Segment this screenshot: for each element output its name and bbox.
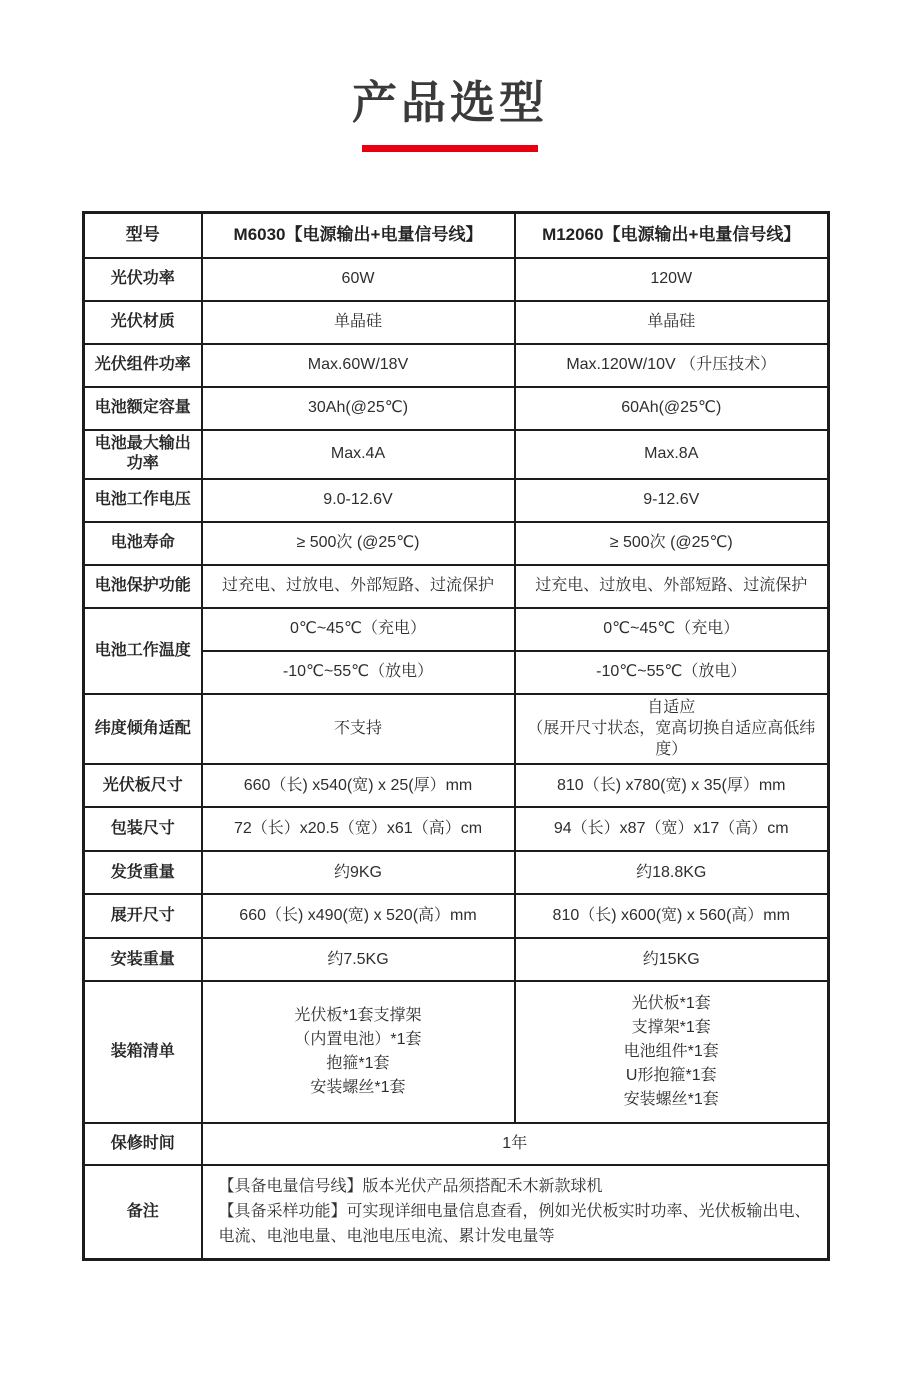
spec-row-warranty (84, 1123, 829, 1165)
cell-battery-capacity-m6030: 30Ah(@25℃) (202, 387, 515, 430)
spec-row-pv-power (84, 258, 829, 301)
packing-list-m12060-line: 安装螺丝*1套 (623, 1091, 719, 1109)
cell-battery-temp-label: 电池工作温度 (84, 608, 202, 694)
packing-list-m6030-line: 光伏板*1套支撑架 (294, 1007, 422, 1025)
cell-panel-size-m6030: 660（长) x540(宽) x 25(厚）mm (202, 764, 515, 807)
cell-packing-list-label: 装箱清单 (84, 981, 202, 1123)
cell-unfolded-size-m12060: 810（长) x600(宽) x 560(高）mm (515, 894, 829, 938)
spec-row-battery-voltage (84, 479, 829, 522)
cell-battery-max-output-m12060: Max.8A (515, 430, 829, 480)
cell-package-size-m6030: 72（长）x20.5（宽）x61（高）cm (202, 807, 515, 851)
cell-pv-material-m6030: 单晶硅 (202, 301, 515, 344)
cell-pv-power-m6030: 60W (202, 258, 515, 301)
spec-row-battery-capacity (84, 387, 829, 430)
page-header (0, 77, 900, 152)
spec-row-battery-life (84, 522, 829, 565)
cell-battery-voltage-m6030: 9.0-12.6V (202, 479, 515, 522)
cell-install-weight-label: 安装重量 (84, 938, 202, 981)
cell-pv-module-power-label: 光伏组件功率 (84, 344, 202, 387)
title-underline (362, 145, 538, 152)
cell-pv-module-power-m6030: Max.60W/18V (202, 344, 515, 387)
cell-battery-temp-charge-m12060: 0℃~45℃（充电） (515, 608, 829, 651)
spec-row-model (84, 213, 829, 258)
cell-warranty-label: 保修时间 (84, 1123, 202, 1165)
cell-battery-capacity-label: 电池额定容量 (84, 387, 202, 430)
packing-list-m12060-line: 电池组件*1套 (623, 1043, 719, 1061)
cell-shipping-weight-label: 发货重量 (84, 851, 202, 894)
cell-battery-protection-m12060: 过充电、过放电、外部短路、过流保护 (515, 565, 829, 608)
spec-row-remarks (84, 1165, 829, 1259)
cell-battery-protection-m6030: 过充电、过放电、外部短路、过流保护 (202, 565, 515, 608)
cell-pv-module-power-m12060: Max.120W/10V （升压技术） (515, 344, 829, 387)
cell-battery-temp-discharge-m12060: -10℃~55℃（放电） (515, 651, 829, 694)
cell-battery-life-m12060: ≥ 500次 (@25℃) (515, 522, 829, 565)
cell-model-label: 型号 (84, 213, 202, 258)
packing-list-m12060-line: U形抱箍*1套 (625, 1067, 717, 1085)
cell-latitude-tilt-m6030: 不支持 (202, 694, 515, 764)
cell-battery-max-output-m6030: Max.4A (202, 430, 515, 480)
cell-battery-capacity-m12060: 60Ah(@25℃) (515, 387, 829, 430)
spec-row-battery-temp-charge (84, 608, 829, 651)
cell-battery-temp-discharge-m6030: -10℃~55℃（放电） (202, 651, 515, 694)
cell-pv-power-label: 光伏功率 (84, 258, 202, 301)
cell-battery-voltage-m12060: 9-12.6V (515, 479, 829, 522)
latitude-tilt-line2: （展开尺寸状态，宽高切换自适应高低纬度） (527, 719, 816, 758)
cell-unfolded-size-label: 展开尺寸 (84, 894, 202, 938)
cell-battery-life-label: 电池寿命 (84, 522, 202, 565)
packing-list-m6030-line: （内置电池）*1套 (294, 1031, 422, 1049)
spec-row-panel-size (84, 764, 829, 807)
page-title: 产品选型 (351, 77, 548, 128)
packing-list-m12060-line: 支撑架*1套 (631, 1019, 711, 1037)
cell-shipping-weight-m12060: 约18.8KG (515, 851, 829, 894)
cell-pv-material-m12060: 单晶硅 (515, 301, 829, 344)
cell-unfolded-size-m6030: 660（长) x490(宽) x 520(高）mm (202, 894, 515, 938)
packing-list-m6030-line: 安装螺丝*1套 (310, 1079, 406, 1097)
cell-warranty-value: 1年 (202, 1123, 829, 1165)
cell-shipping-weight-m6030: 约9KG (202, 851, 515, 894)
spec-row-packing-list (84, 981, 829, 1123)
remarks-line: 【具备采样功能】可实现详细电量信息查看，例如光伏板实时功率、光伏板输出电、电流、电池电量、电池电压电流、累计发电量等 (218, 1202, 811, 1245)
cell-model-m12060: M12060【电源输出+电量信号线】 (515, 213, 829, 258)
cell-install-weight-m12060: 约15KG (515, 938, 829, 981)
cell-pv-material-label: 光伏材质 (84, 301, 202, 344)
cell-battery-protection-label: 电池保护功能 (84, 565, 202, 608)
cell-install-weight-m6030: 约7.5KG (202, 938, 515, 981)
spec-row-battery-protection (84, 565, 829, 608)
product-spec-table (82, 211, 830, 1261)
cell-battery-max-output-label: 电池最大输出功率 (84, 430, 202, 480)
cell-model-m6030: M6030【电源输出+电量信号线】 (202, 213, 515, 258)
cell-battery-temp-charge-m6030: 0℃~45℃（充电） (202, 608, 515, 651)
cell-packing-list-m6030 (202, 981, 515, 1123)
cell-package-size-label: 包装尺寸 (84, 807, 202, 851)
cell-remarks-label: 备注 (84, 1165, 202, 1259)
cell-latitude-tilt-label: 纬度倾角适配 (84, 694, 202, 764)
cell-package-size-m12060: 94（长）x87（宽）x17（高）cm (515, 807, 829, 851)
packing-list-m6030-line: 抱箍*1套 (326, 1055, 390, 1073)
spec-row-shipping-weight (84, 851, 829, 894)
spec-row-install-weight (84, 938, 829, 981)
cell-remarks-value (202, 1165, 829, 1259)
packing-list-m12060-line: 光伏板*1套 (631, 995, 711, 1013)
spec-row-battery-max-output (84, 430, 829, 480)
spec-row-unfolded-size (84, 894, 829, 938)
cell-pv-power-m12060: 120W (515, 258, 829, 301)
cell-packing-list-m12060 (515, 981, 829, 1123)
cell-battery-life-m6030: ≥ 500次 (@25℃) (202, 522, 515, 565)
spec-row-latitude-tilt (84, 694, 829, 764)
latitude-tilt-line1: 自适应 (647, 699, 696, 717)
cell-panel-size-m12060: 810（长) x780(宽) x 35(厚）mm (515, 764, 829, 807)
cell-latitude-tilt-m12060 (515, 694, 829, 764)
remarks-line: 【具备电量信号线】版本光伏产品须搭配禾木新款球机 (218, 1178, 603, 1196)
cell-battery-voltage-label: 电池工作电压 (84, 479, 202, 522)
spec-row-pv-module-power (84, 344, 829, 387)
spec-row-pv-material (84, 301, 829, 344)
spec-row-package-size (84, 807, 829, 851)
cell-panel-size-label: 光伏板尺寸 (84, 764, 202, 807)
